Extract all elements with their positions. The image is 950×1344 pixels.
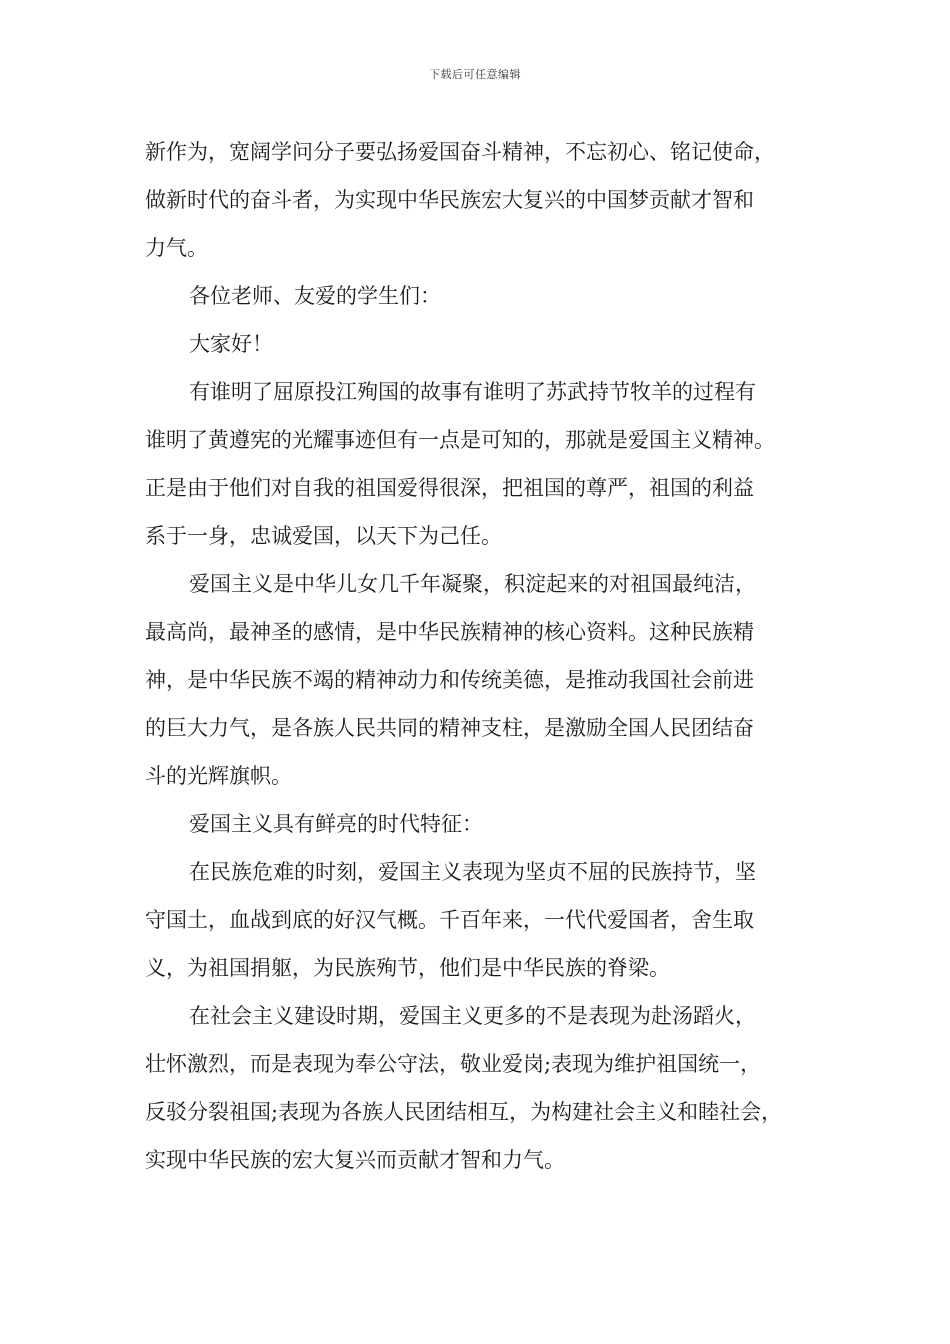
text-line: 爱国主义是中华儿女几千年凝聚，积淀起来的对祖国最纯洁， <box>189 572 756 596</box>
text-line: 各位老师、友爱的学生们： <box>189 284 441 308</box>
text-line: 义，为祖国捐躯，为民族殉节，他们是中华民族的脊梁。 <box>145 956 670 980</box>
text-line: 谁明了黄遵宪的光耀事迹但有一点是可知的，那就是爱国主义精神。 <box>145 428 775 452</box>
text-line: 系于一身，忠诚爱国，以天下为己任。 <box>145 524 502 548</box>
text-line: 壮怀激烈，而是表现为奉公守法，敬业爱岗;表现为维护祖国统一， <box>145 1052 762 1076</box>
document-body <box>145 128 825 1184</box>
text-line: 大家好！ <box>189 332 273 356</box>
text-line: 反驳分裂祖国;表现为各族人民团结相互，为构建社会主义和睦社会， <box>145 1100 783 1124</box>
page-header: 下载后可任意编辑 <box>429 68 521 81</box>
text-line: 爱国主义具有鲜亮的时代特征： <box>189 812 483 836</box>
text-line: 正是由于他们对自我的祖国爱得很深，把祖国的尊严，祖国的利益 <box>145 476 754 500</box>
text-line: 斗的光辉旗帜。 <box>145 764 292 788</box>
text-line: 新作为，宽阔学问分子要弘扬爱国奋斗精神，不忘初心、铭记使命， <box>145 140 775 164</box>
text-line: 守国土，血战到底的好汉气概。千百年来，一代代爱国者，舍生取 <box>145 908 754 932</box>
text-line: 最高尚，最神圣的感情，是中华民族精神的核心资料。这种民族精 <box>145 620 754 644</box>
text-line: 的巨大力气，是各族人民共同的精神支柱，是激励全国人民团结奋 <box>145 716 754 740</box>
text-line: 在社会主义建设时期，爱国主义更多的不是表现为赴汤蹈火， <box>189 1004 756 1028</box>
text-line: 做新时代的奋斗者，为实现中华民族宏大复兴的中国梦贡献才智和 <box>145 188 754 212</box>
text-line: 在民族危难的时刻，爱国主义表现为坚贞不屈的民族持节，坚 <box>189 860 756 884</box>
text-line: 神，是中华民族不竭的精神动力和传统美德，是推动我国社会前进 <box>145 668 754 692</box>
text-line: 有谁明了屈原投江殉国的故事有谁明了苏武持节牧羊的过程有 <box>189 380 756 404</box>
text-line: 实现中华民族的宏大复兴而贡献才智和力气。 <box>145 1148 565 1172</box>
text-line: 力气。 <box>145 236 208 260</box>
